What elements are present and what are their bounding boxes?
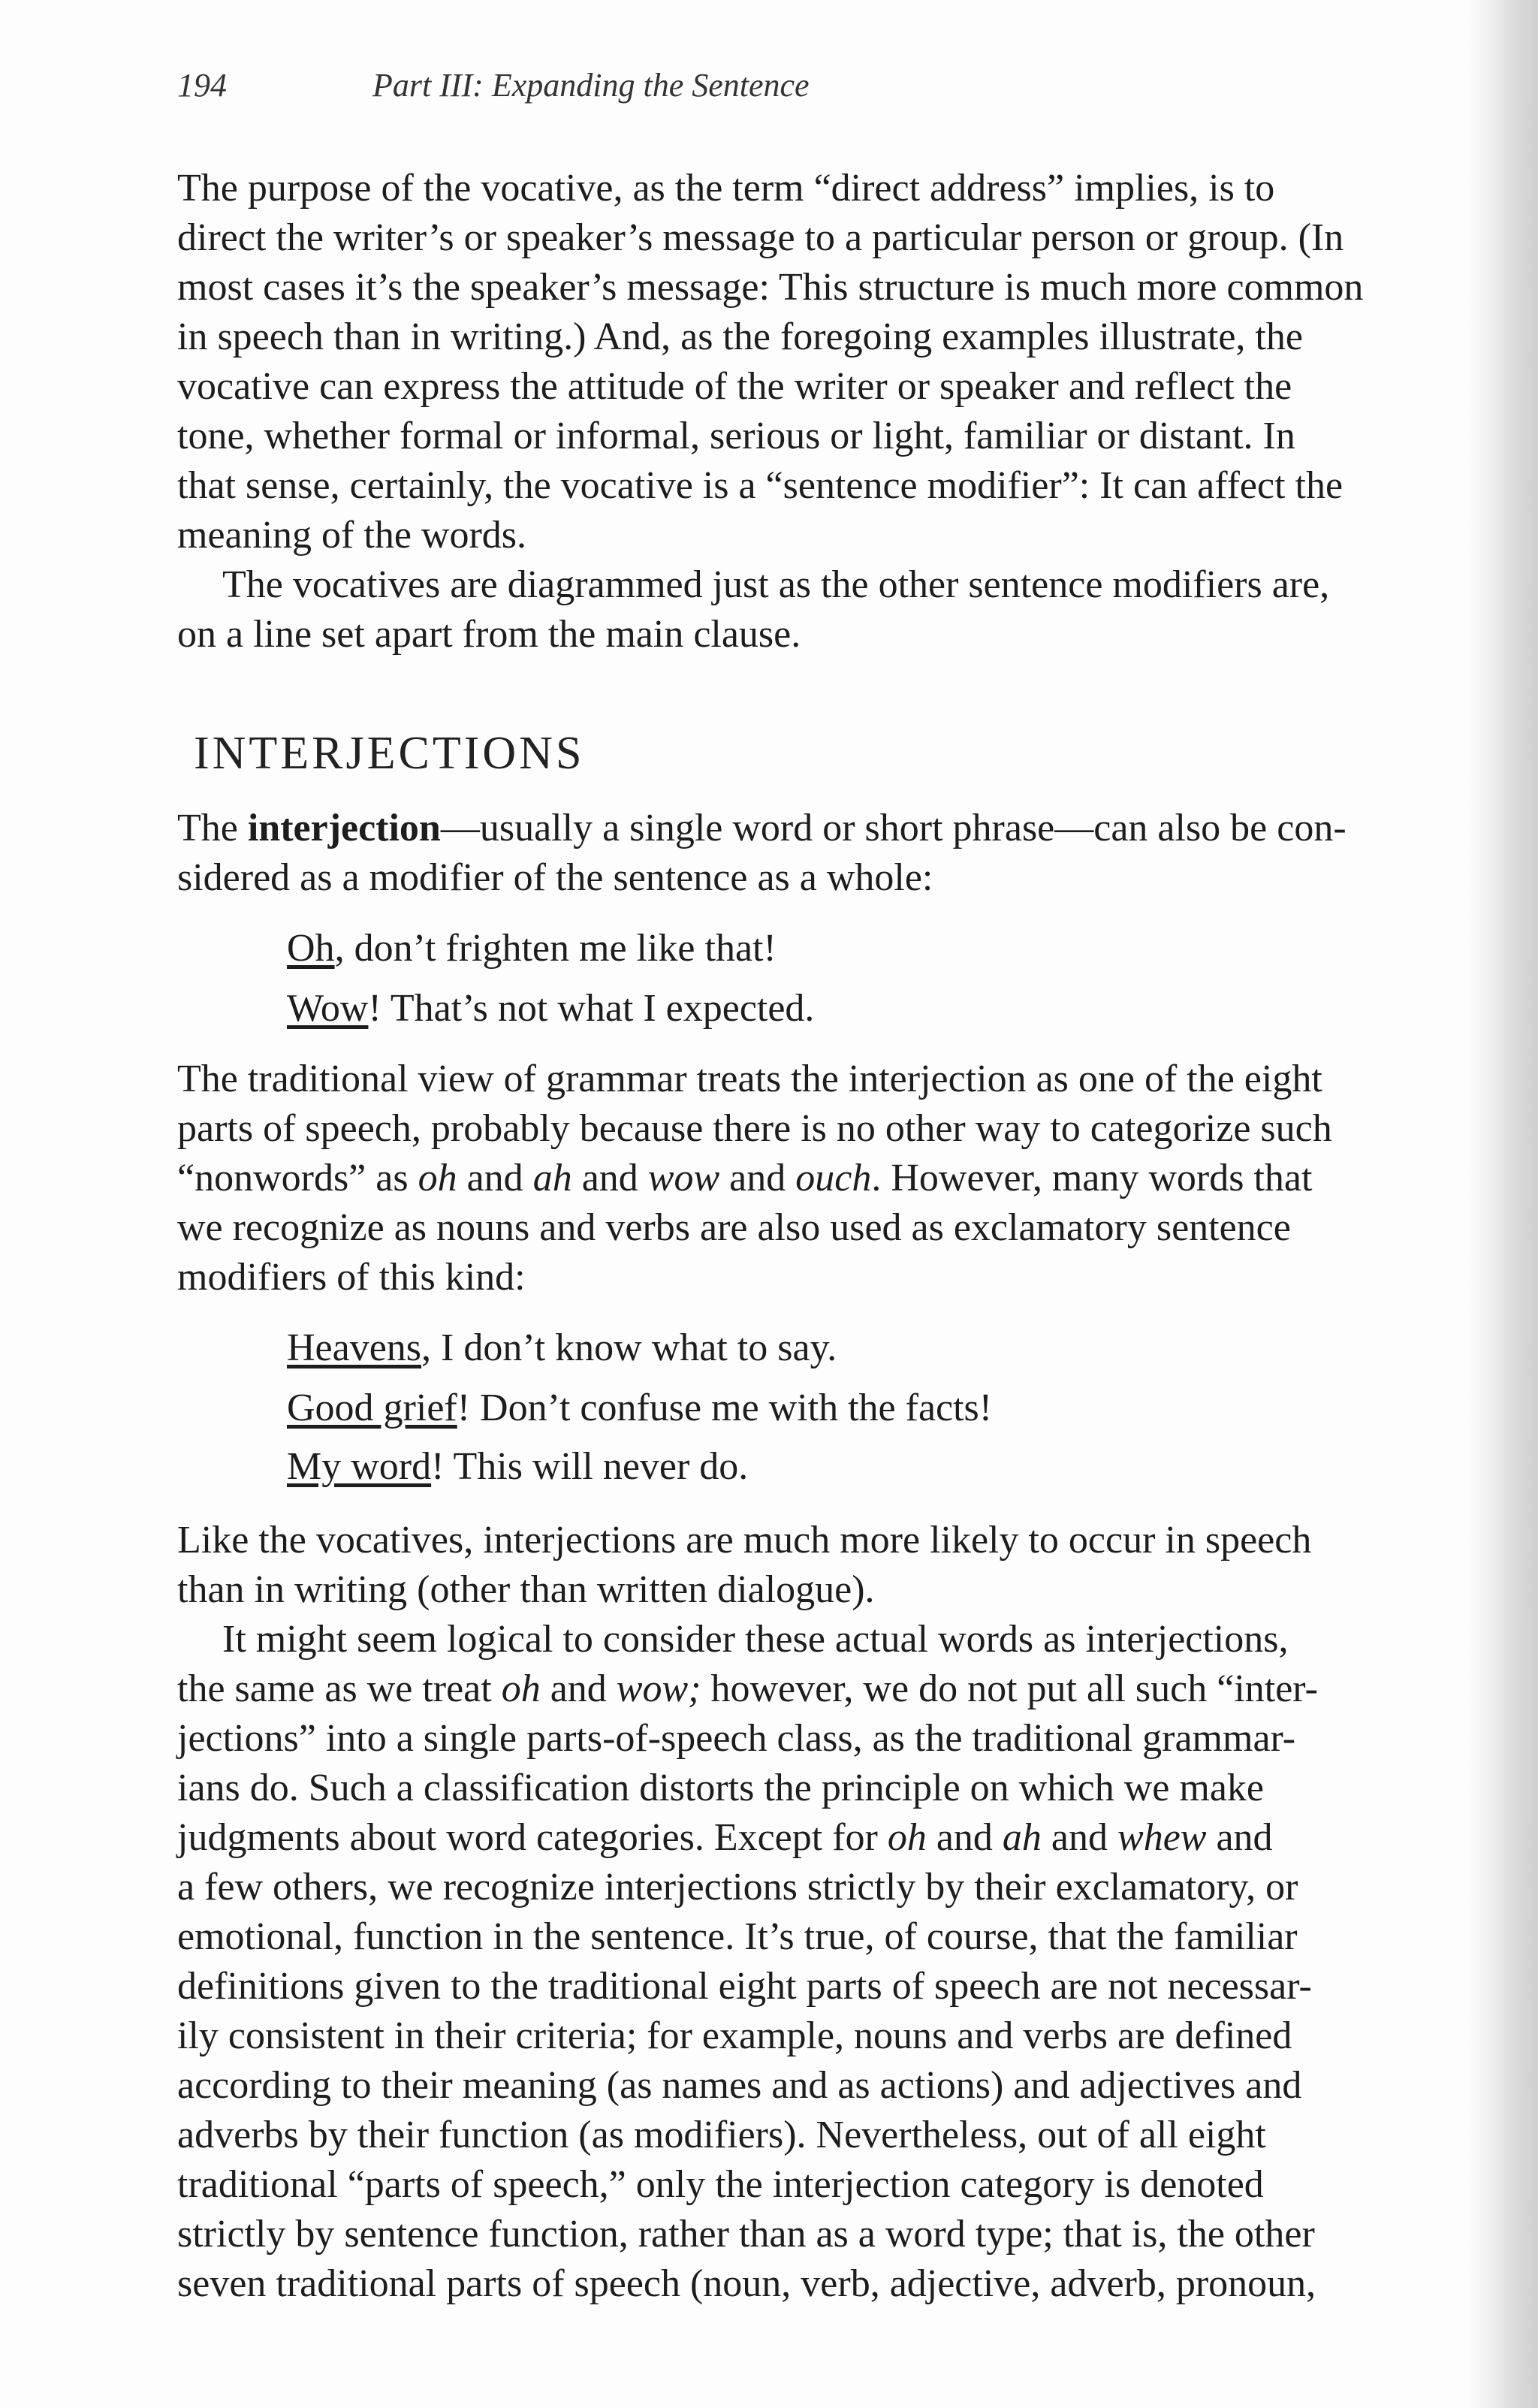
page-edge-shadow <box>1466 0 1538 2408</box>
example-sentence <box>287 1442 748 1492</box>
term-interjection: interjection <box>247 807 441 849</box>
running-head <box>177 66 810 104</box>
text-line: strictly by sentence function, rather than as a word type; that is, the other <box>177 2213 1315 2256</box>
text-line: emotional, function in the sentence. It’s true, of course, that the familiar <box>177 1915 1298 1958</box>
text-run: The <box>177 807 248 849</box>
text-run: however, we do not put all such “inter- <box>701 1667 1318 1710</box>
text-line: seven traditional parts of speech (noun, verb, adjective, adverb, pronoun, <box>177 2262 1316 2305</box>
example-sentence <box>287 1323 837 1373</box>
text-line: most cases it’s the speaker’s message: This structure is much more common <box>177 266 1364 309</box>
text-line <box>177 1154 1446 1203</box>
text-line: It might seem logical to consider these actual words as interjections, <box>222 1618 1289 1661</box>
italic-word: oh <box>887 1816 927 1859</box>
italic-word: wow <box>647 1157 720 1199</box>
text-run: and <box>1206 1816 1273 1859</box>
text-line: adverbs by their function (as modifiers). Nevertheless, out of all eight <box>177 2114 1266 2156</box>
example-interjection: Oh <box>287 927 335 970</box>
text-run: —usually a single word or short phrase—can also be con- <box>440 807 1347 849</box>
text-run: and <box>571 1157 648 1199</box>
text-line: ians do. Such a classification distorts the principle on which we make <box>177 1767 1264 1809</box>
text-line: vocative can express the attitude of the writer or speaker and reflect the <box>177 365 1292 408</box>
text-line <box>177 804 1446 853</box>
text-line: in speech than in writing.) And, as the foregoing examples illustrate, the <box>177 315 1303 358</box>
example-interjection: Heavens <box>287 1326 422 1369</box>
text-line: that sense, certainly, the vocative is a “sentence modifier”: It can affect the <box>177 464 1343 507</box>
italic-word: oh <box>501 1667 541 1710</box>
example-sentence <box>287 1384 992 1433</box>
example-rest: , don’t frighten me like that! <box>334 927 777 970</box>
example-interjection: Good grief <box>287 1387 457 1429</box>
text-line: on a line set apart from the main clause. <box>177 613 801 656</box>
paragraph-traditional-view <box>177 1055 1446 1302</box>
example-rest: , I don’t know what to say. <box>421 1326 837 1369</box>
text-line: we recognize as nouns and verbs are also used as exclamatory sentence <box>177 1206 1291 1249</box>
italic-word: ah <box>1002 1816 1042 1859</box>
example-sentence <box>287 984 814 1034</box>
text-line: The vocatives are diagrammed just as the other sentence modifiers are, <box>222 563 1330 606</box>
text-line: tone, whether formal or informal, serious or light, familiar or distant. In <box>177 415 1295 457</box>
text-run: and <box>1041 1816 1118 1859</box>
italic-word: ouch <box>795 1157 872 1199</box>
running-title: Part III: Expanding the Sentence <box>372 67 810 104</box>
italic-word: wow; <box>616 1667 701 1710</box>
example-interjection: My word <box>287 1445 432 1488</box>
page-number: 194 <box>177 67 227 104</box>
example-rest: ! Don’t confuse me with the facts! <box>457 1387 993 1429</box>
paragraph-speech-vs-writing <box>177 1516 1446 1615</box>
text-run: judgments about word categories. Except for <box>177 1816 888 1859</box>
paragraph-vocative-diagram <box>177 560 1446 659</box>
text-line: The purpose of the vocative, as the term “direct address” implies, is to <box>177 167 1275 210</box>
text-line: ily consistent in their criteria; for example, nouns and verbs are defined <box>177 2014 1292 2057</box>
example-sentence <box>287 924 777 973</box>
paragraph-vocative-purpose <box>177 164 1446 560</box>
text-line: jections” into a single parts-of-speech class, as the traditional grammar- <box>177 1717 1296 1760</box>
paragraph-interjection-intro <box>177 804 1446 903</box>
text-line: Like the vocatives, interjections are much more likely to occur in speech <box>177 1519 1312 1562</box>
text-line: according to their meaning (as names and as actions) and adjectives and <box>177 2064 1302 2107</box>
text-line: meaning of the words. <box>177 514 527 557</box>
text-line: sidered as a modifier of the sentence as a whole: <box>177 856 933 899</box>
section-heading: INTERJECTIONS <box>194 728 585 779</box>
text-run: and <box>457 1157 533 1199</box>
text-run: and <box>719 1157 796 1199</box>
text-line: The traditional view of grammar treats the interjection as one of the eight <box>177 1058 1322 1100</box>
text-line <box>177 1813 1446 1863</box>
text-line: a few others, we recognize interjections strictly by their exclamatory, or <box>177 1866 1298 1909</box>
italic-word: ah <box>532 1157 572 1199</box>
text-line: direct the writer’s or speaker’s message to a particular person or group. (In <box>177 216 1344 259</box>
text-run: and <box>926 1816 1003 1859</box>
text-run: . However, many words that <box>871 1157 1313 1199</box>
example-interjection: Wow <box>287 987 369 1030</box>
paragraph-classification <box>177 1615 1446 2309</box>
text-run: “nonwords” as <box>177 1157 418 1199</box>
italic-word: whew <box>1117 1816 1207 1859</box>
italic-word: oh <box>418 1157 457 1199</box>
text-run: the same as we treat <box>177 1667 502 1710</box>
text-run: and <box>540 1667 617 1710</box>
text-line <box>177 1664 1446 1714</box>
example-rest: ! That’s not what I expected. <box>368 987 815 1030</box>
text-line: parts of speech, probably because there is no other way to categorize such <box>177 1107 1332 1150</box>
text-line: modifiers of this kind: <box>177 1256 526 1299</box>
text-line: definitions given to the traditional eight parts of speech are not necessar- <box>177 1965 1312 2008</box>
text-line: traditional “parts of speech,” only the interjection category is denoted <box>177 2163 1264 2206</box>
example-rest: ! This will never do. <box>431 1445 749 1488</box>
text-line: than in writing (other than written dialogue). <box>177 1568 875 1611</box>
